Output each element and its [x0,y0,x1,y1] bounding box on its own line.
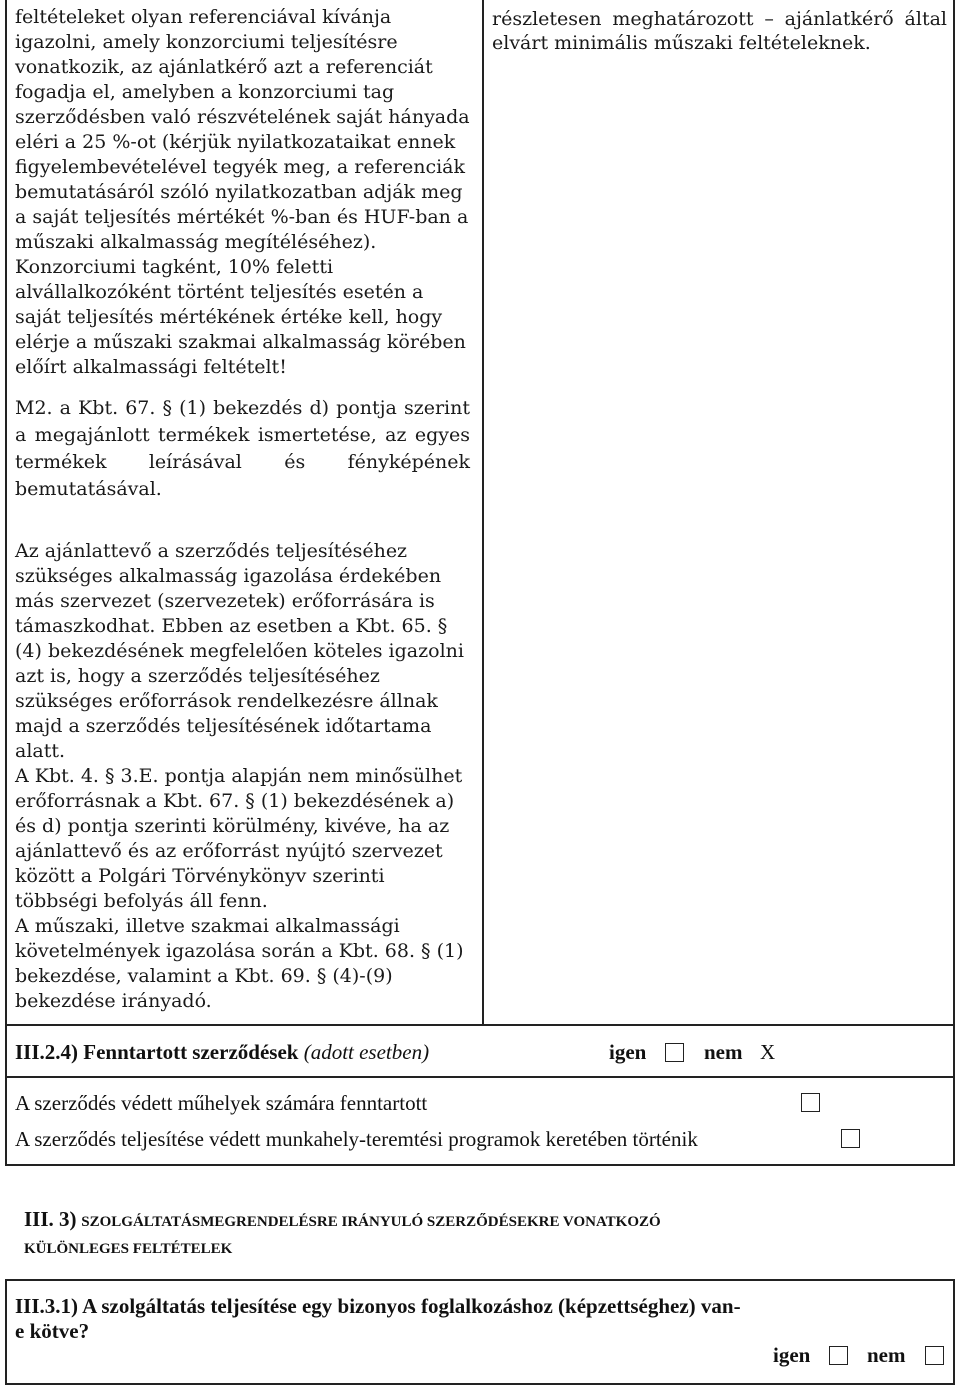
section-33-heading [24,1206,924,1262]
text-line: bekezdése irányadó. [15,990,212,1012]
section-331-line1: III.3.1) A szolgáltatás teljesítése egy bizonyos foglalkozáshoz (képzettséghez) van- [15,1294,741,1318]
text-line: más szervezet (szervezetek) erőforrására is [15,590,435,612]
m2-paragraph [15,395,470,503]
section-324-igen-label: igen [609,1040,647,1064]
section-33-title-line1: SZOLGÁLTATÁSMEGRENDELÉSRE IRÁNYULÓ SZERZŐDÉSEKRE VONATKOZÓ [81,1214,661,1230]
section-331-igen-checkbox[interactable] [829,1346,848,1365]
text-line: bemutatásáról szóló nyilatkozatban adják meg [15,181,463,203]
text-line: A műszaki, illetve szakmai alkalmassági [15,915,400,937]
text-line: erőforrásnak a Kbt. 67. § (1) bekezdésének a) [15,790,455,812]
text-line: Konzorciumi tagként, 10% feletti [15,256,334,278]
left-col-top-text [15,5,475,380]
section-324-heading-row [15,1040,429,1065]
section-331-border-left [5,1279,7,1385]
section-324-option1-checkbox[interactable] [801,1093,820,1112]
text-line: szerződésben való részvételének saját hányada [15,106,470,128]
text-line: elvárt minimális műszaki feltételeknek. [492,32,871,54]
table-row-divider [5,1024,955,1026]
text-line: a megajánlott termékek ismertetése, az egyes [15,424,470,446]
section-331-line2: e kötve? [15,1319,90,1343]
text-line: azt is, hogy a szerződés teljesítéséhez [15,665,380,687]
section-331-igen-label: igen [773,1343,811,1367]
text-line: termékek leírásával és fényképének [15,451,470,473]
text-line: bekezdése, valamint a Kbt. 69. § (4)-(9) [15,965,393,987]
text-line: követelmények igazolása során a Kbt. 68. § (1) [15,940,464,962]
section-324-option2: A szerződés teljesítése védett munkahely-teremtési programok keretében történik [15,1127,698,1151]
text-line: alvállalkozóként történt teljesítés esetén a [15,281,424,303]
right-col-top-text [492,7,947,55]
text-line: és d) pontja szerinti körülmény, kivéve, ha az [15,815,450,837]
section-324-igen-checkbox[interactable] [665,1043,684,1062]
text-line: feltételeket olyan referenciával kívánja [15,6,392,28]
text-line: igazolni, amely konzorciumi teljesítésre [15,31,398,53]
section-324-nem-label: nem [704,1040,743,1064]
text-line: A Kbt. 4. § 3.E. pontja alapján nem minősülhet [15,765,463,787]
section-324-border-bottom [5,1164,955,1166]
section-324-heading: III.2.4) Fenntartott szerződések [15,1040,299,1064]
section-331-border-top [5,1279,955,1281]
text-line: szükséges erőforrások rendelkezésre állnak [15,690,438,712]
text-line: fogadja el, amelyben a konzorciumi tag [15,81,395,103]
section-324-heading-note: (adott esetben) [303,1040,430,1064]
section-324-divider [5,1076,955,1078]
section-324-border-left [5,1024,7,1166]
section-331-question [15,1294,945,1344]
text-line: eléri a 25 %-ot (kérjük nyilatkozataikat ennek [15,131,456,153]
text-line: részletesen meghatározott – ajánlatkérő által [492,8,947,30]
section-331-nem-label: nem [867,1343,906,1367]
text-line: (4) bekezdésének megfelelően köteles igazolni [15,640,464,662]
text-line: többségi befolyás áll fenn. [15,890,268,912]
text-line: szükséges alkalmasság igazolása érdekében [15,565,442,587]
text-line: alatt. [15,740,66,762]
section-324-option1: A szerződés védett műhelyek számára fenntartott [15,1091,428,1115]
text-line: ajánlattevő és az erőforrást nyújtó szervezet [15,840,443,862]
section-33-title-line2: KÜLÖNLEGES FELTÉTELEK [24,1241,233,1257]
text-line: Az ajánlattevő a szerződés teljesítéséhez [15,540,408,562]
text-line: M2. a Kbt. 67. § (1) bekezdés d) pontja szerint [15,397,470,419]
section-324-option2-checkbox[interactable] [841,1129,860,1148]
section-33-num: III. 3) [24,1207,77,1231]
text-line: a saját teljesítés mértékét %-ban és HUF-ban a [15,206,469,228]
table-divider-middle [482,0,484,1026]
text-line: között a Polgári Törvénykönyv szerinti [15,865,385,887]
table-border-left [5,0,7,1026]
text-line: saját teljesítés mértékének értéke kell, hogy [15,306,443,328]
table-border-right [953,0,955,1026]
left-col-bottom-text [15,539,475,1014]
text-line: elérje a műszaki szakmai alkalmasság körében [15,331,466,353]
text-line: előírt alkalmassági feltételt! [15,356,287,378]
text-line: támaszkodhat. Ebben az esetben a Kbt. 65. § [15,615,448,637]
section-331-border-right [953,1279,955,1385]
section-324-border-right [953,1024,955,1166]
section-324-nem-mark[interactable]: X [760,1040,776,1064]
text-line: figyelembevételével tegyék meg, a referenciák [15,156,465,178]
text-line: bemutatásával. [15,478,162,500]
section-331-nem-checkbox[interactable] [925,1346,944,1365]
text-line: majd a szerződés teljesítésének időtartama [15,715,432,737]
section-331-border-bottom [5,1383,955,1385]
text-line: vonatkozik, az ajánlatkérő azt a referenciát [15,56,433,78]
text-line: műszaki alkalmasság megítéléséhez). [15,231,377,253]
